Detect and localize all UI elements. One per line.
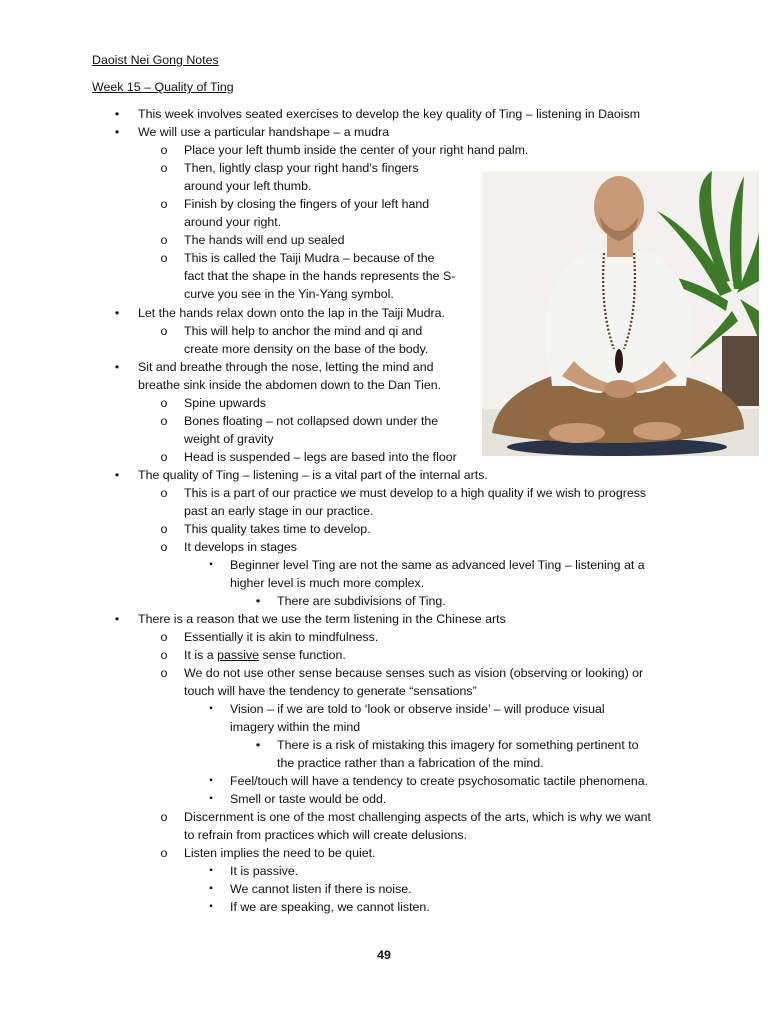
list-item: Place your left thumb inside the center of your right hand palm. [184, 143, 529, 157]
list-item: past an early stage in our practice. [184, 504, 374, 518]
bullet-marker: o [160, 540, 168, 554]
list-item: There is a risk of mistaking this imagery for something pertinent to [277, 738, 639, 752]
bullet-marker: ▪ [209, 775, 213, 786]
list-item: Let the hands relax down onto the lap in the Taiji Mudra. [138, 306, 445, 320]
plant-pot [722, 336, 759, 406]
list-item: We will use a particular handshape – a mudra [138, 125, 390, 139]
document-title: Daoist Nei Gong Notes [92, 53, 219, 67]
bullet-marker: o [160, 233, 168, 247]
list-item: Discernment is one of the most challenging aspects of the arts, which is why we want [184, 810, 651, 824]
bullet-marker: o [160, 486, 168, 500]
bullet-marker: • [114, 612, 120, 626]
list-item: weight of gravity [184, 432, 274, 446]
bullet-marker: o [160, 396, 168, 410]
bullet-marker: o [160, 161, 168, 175]
list-item: touch will have the tendency to generate “sensations” [184, 684, 477, 698]
mala-pendant [615, 349, 623, 373]
list-item: There are subdivisions of Ting. [277, 594, 446, 608]
foot [633, 422, 681, 440]
bullet-marker: ▪ [209, 793, 213, 804]
bullet-marker: o [160, 251, 168, 265]
list-item: The hands will end up sealed [184, 233, 345, 247]
list-item: the practice rather than a fabrication of the mind. [277, 756, 544, 770]
list-item: If we are speaking, we cannot listen. [230, 900, 430, 914]
bullet-marker: • [114, 107, 120, 121]
list-item: Head is suspended – legs are based into the floor [184, 450, 457, 464]
bullet-marker: o [160, 324, 168, 338]
page-number: 49 [377, 948, 391, 962]
meditation-photo [482, 171, 759, 456]
bullet-marker: o [160, 197, 168, 211]
underlined-word: passive [217, 648, 260, 662]
list-item: Smell or taste would be odd. [230, 792, 387, 806]
list-item: Bones floating – not collapsed down under the [184, 414, 439, 428]
list-item: Beginner level Ting are not the same as advanced level Ting – listening at a [230, 558, 645, 572]
list-item: It develops in stages [184, 540, 297, 554]
list-item: This is a part of our practice we must develop to a high quality if we wish to progress [184, 486, 647, 500]
list-item: fact that the shape in the hands represents the S- [184, 269, 456, 283]
bullet-marker: o [160, 414, 168, 428]
bullet-marker: ▪ [209, 883, 213, 894]
list-item: curve you see in the Yin-Yang symbol. [184, 287, 394, 301]
bullet-marker: o [160, 522, 168, 536]
bullet-marker: • [255, 738, 261, 752]
list-item-text: It is a [184, 648, 218, 662]
list-item: to refrain from practices which will create delusions. [184, 828, 468, 842]
bullet-marker: o [160, 666, 168, 680]
list-item: Then, lightly clasp your right hand’s fingers [184, 161, 419, 175]
bullet-marker: o [160, 648, 168, 662]
bullet-marker: o [160, 810, 168, 824]
list-item: Listen implies the need to be quiet. [184, 846, 376, 860]
bullet-marker: ▪ [209, 865, 213, 876]
list-item [184, 647, 346, 663]
bullet-marker: o [160, 846, 168, 860]
list-item: around your right. [184, 215, 282, 229]
bullet-marker: • [114, 468, 120, 482]
list-item: This will help to anchor the mind and qi and [184, 324, 423, 338]
list-item: around your left thumb. [184, 179, 312, 193]
list-item: The quality of Ting – listening – is a vital part of the internal arts. [138, 468, 488, 482]
bullet-marker: • [255, 594, 261, 608]
bullet-marker: ▪ [209, 901, 213, 912]
list-item: Finish by closing the fingers of your left hand [184, 197, 430, 211]
list-item: Feel/touch will have a tendency to create psychosomatic tactile phenomena. [230, 774, 649, 788]
list-item: Vision – if we are told to ‘look or observe inside’ – will produce visual [230, 702, 605, 716]
bullet-marker: o [160, 450, 168, 464]
list-item: This is called the Taiji Mudra – because of the [184, 251, 435, 265]
hands-mudra [604, 380, 636, 398]
list-item: create more density on the base of the body. [184, 342, 429, 356]
week-heading: Week 15 – Quality of Ting [92, 80, 234, 94]
bullet-marker: • [114, 360, 120, 374]
head [594, 176, 644, 238]
list-item: Sit and breathe through the nose, letting the mind and [138, 360, 434, 374]
bullet-marker: o [160, 143, 168, 157]
foot [549, 423, 605, 443]
list-item: Essentially it is akin to mindfulness. [184, 630, 379, 644]
list-item: higher level is much more complex. [230, 576, 425, 590]
bullet-marker: • [114, 306, 120, 320]
list-item: This quality takes time to develop. [184, 522, 371, 536]
bullet-marker: o [160, 630, 168, 644]
list-item: It is passive. [230, 864, 299, 878]
list-item: imagery within the mind [230, 720, 361, 734]
list-item-text: sense function. [259, 648, 346, 662]
bullet-marker: ▪ [209, 559, 213, 570]
list-item: This week involves seated exercises to develop the key quality of Ting – listening in Daoism [138, 107, 641, 121]
list-item: Spine upwards [184, 396, 266, 410]
list-item: breathe sink inside the abdomen down to the Dan Tien. [138, 378, 442, 392]
list-item: We cannot listen if there is noise. [230, 882, 412, 896]
bullet-marker: ▪ [209, 703, 213, 714]
bullet-marker: • [114, 125, 120, 139]
list-item: There is a reason that we use the term listening in the Chinese arts [138, 612, 506, 626]
list-item: We do not use other sense because senses such as vision (observing or looking) or [184, 666, 644, 680]
